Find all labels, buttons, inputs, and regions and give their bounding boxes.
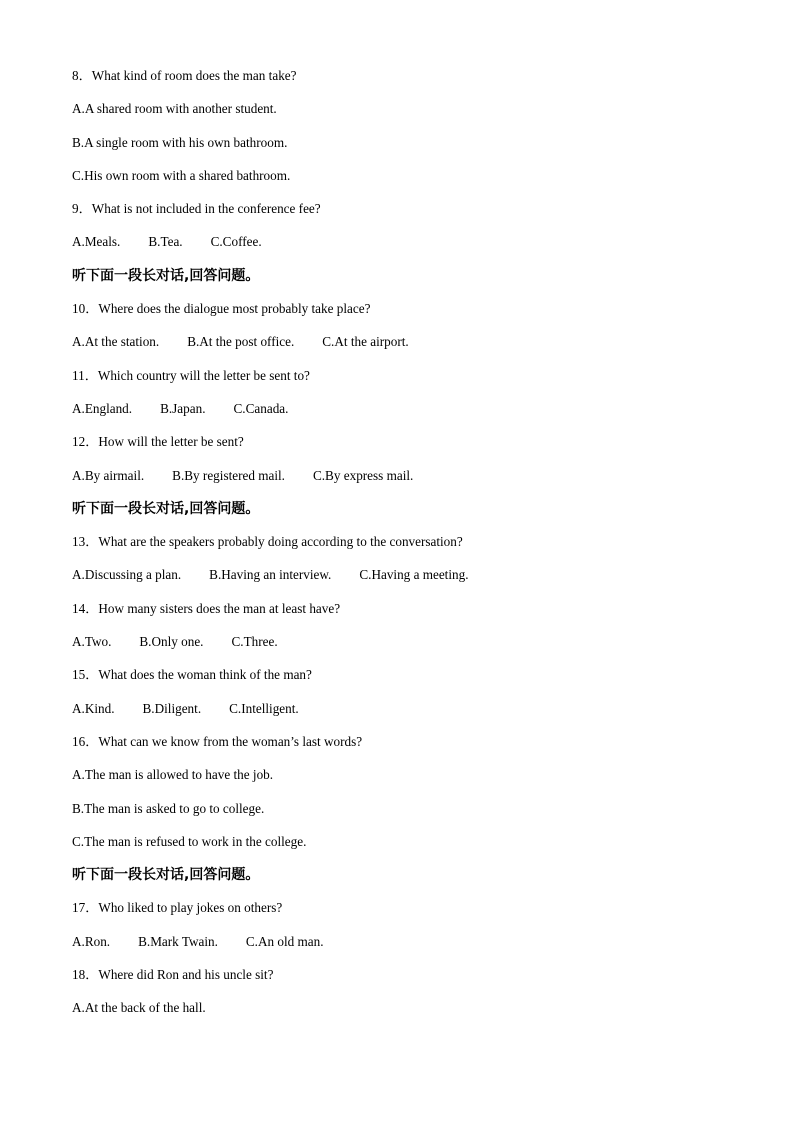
answer-option: B.A single room with his own bathroom. bbox=[72, 134, 288, 150]
answer-option: C.Canada. bbox=[233, 400, 289, 416]
answer-option: C.His own room with a shared bathroom. bbox=[72, 167, 291, 183]
answer-option: A.At the back of the hall. bbox=[72, 1000, 206, 1016]
answer-option: B.By registered mail. bbox=[172, 467, 285, 483]
question-text: 15．What does the woman think of the man? bbox=[72, 667, 312, 683]
answer-options-row bbox=[72, 166, 752, 199]
question-text: 17．Who liked to play jokes on others? bbox=[72, 900, 283, 916]
question-text: 11．Which country will the letter be sent to? bbox=[72, 367, 310, 383]
answer-option: A.Discussing a plan. bbox=[72, 567, 182, 583]
answer-option: B.Having an interview. bbox=[209, 567, 332, 583]
question-text: 8．What kind of room does the man take? bbox=[72, 68, 297, 83]
answer-option: A.Ron. bbox=[72, 933, 111, 949]
question-text: 13．What are the speakers probably doing according to the conversation? bbox=[72, 534, 463, 550]
answer-options-row bbox=[72, 632, 752, 665]
question-text: 16．What can we know from the woman’s last words? bbox=[72, 733, 363, 749]
answer-option: A.At the station. bbox=[72, 334, 160, 350]
answer-option: A.Kind. bbox=[72, 700, 115, 716]
answer-option: B.Mark Twain. bbox=[138, 933, 218, 949]
answer-options-row bbox=[72, 832, 752, 865]
answer-option: A.The man is allowed to have the job. bbox=[72, 767, 274, 783]
answer-options-row bbox=[72, 932, 752, 965]
answer-option: B.Tea. bbox=[148, 234, 183, 250]
answer-option: C.The man is refused to work in the college. bbox=[72, 833, 307, 849]
answer-option: C.Coffee. bbox=[210, 234, 262, 250]
section-heading: 听下面一段长对话,回答问题。 bbox=[72, 267, 260, 284]
answer-option: A.A shared room with another student. bbox=[72, 101, 277, 117]
answer-option: B.Diligent. bbox=[142, 700, 202, 716]
question-text: 18．Where did Ron and his uncle sit? bbox=[72, 967, 274, 983]
answer-option: B.The man is asked to go to college. bbox=[72, 800, 265, 816]
answer-options-row bbox=[72, 232, 752, 265]
question-text: 12．How will the letter be sent? bbox=[72, 434, 244, 450]
answer-options-row bbox=[72, 399, 752, 432]
answer-option: B.At the post office. bbox=[187, 334, 295, 350]
answer-options-row bbox=[72, 332, 752, 365]
answer-options-row bbox=[72, 699, 752, 732]
answer-options-row bbox=[72, 133, 752, 166]
answer-options-row bbox=[72, 565, 752, 598]
question-text: 10．Where does the dialogue most probably take place? bbox=[72, 301, 371, 317]
answer-option: A.Two. bbox=[72, 634, 112, 650]
answer-option: C.An old man. bbox=[245, 933, 324, 949]
answer-option: A.By airmail. bbox=[72, 467, 145, 483]
answer-options-row bbox=[72, 99, 752, 132]
answer-options-row bbox=[72, 765, 752, 798]
answer-option: C.Three. bbox=[231, 634, 278, 650]
section-heading: 听下面一段长对话,回答问题。 bbox=[72, 867, 260, 884]
question-text: 14．How many sisters does the man at least have? bbox=[72, 600, 341, 616]
answer-option: C.Having a meeting. bbox=[359, 567, 469, 583]
answer-option: B.Only one. bbox=[139, 634, 204, 650]
answer-option: C.At the airport. bbox=[322, 334, 409, 350]
exam-page bbox=[72, 66, 752, 1032]
question-text: 9．What is not included in the conference fee? bbox=[72, 201, 321, 217]
answer-options-row bbox=[72, 799, 752, 832]
answer-options-row bbox=[72, 466, 752, 499]
answer-option: C.By express mail. bbox=[312, 467, 414, 483]
section-heading: 听下面一段长对话,回答问题。 bbox=[72, 500, 260, 517]
answer-options-row bbox=[72, 998, 752, 1031]
answer-option: B.Japan. bbox=[160, 400, 206, 416]
answer-option: C.Intelligent. bbox=[229, 700, 299, 716]
answer-option: A.Meals. bbox=[72, 234, 121, 250]
answer-option: A.England. bbox=[72, 400, 133, 416]
